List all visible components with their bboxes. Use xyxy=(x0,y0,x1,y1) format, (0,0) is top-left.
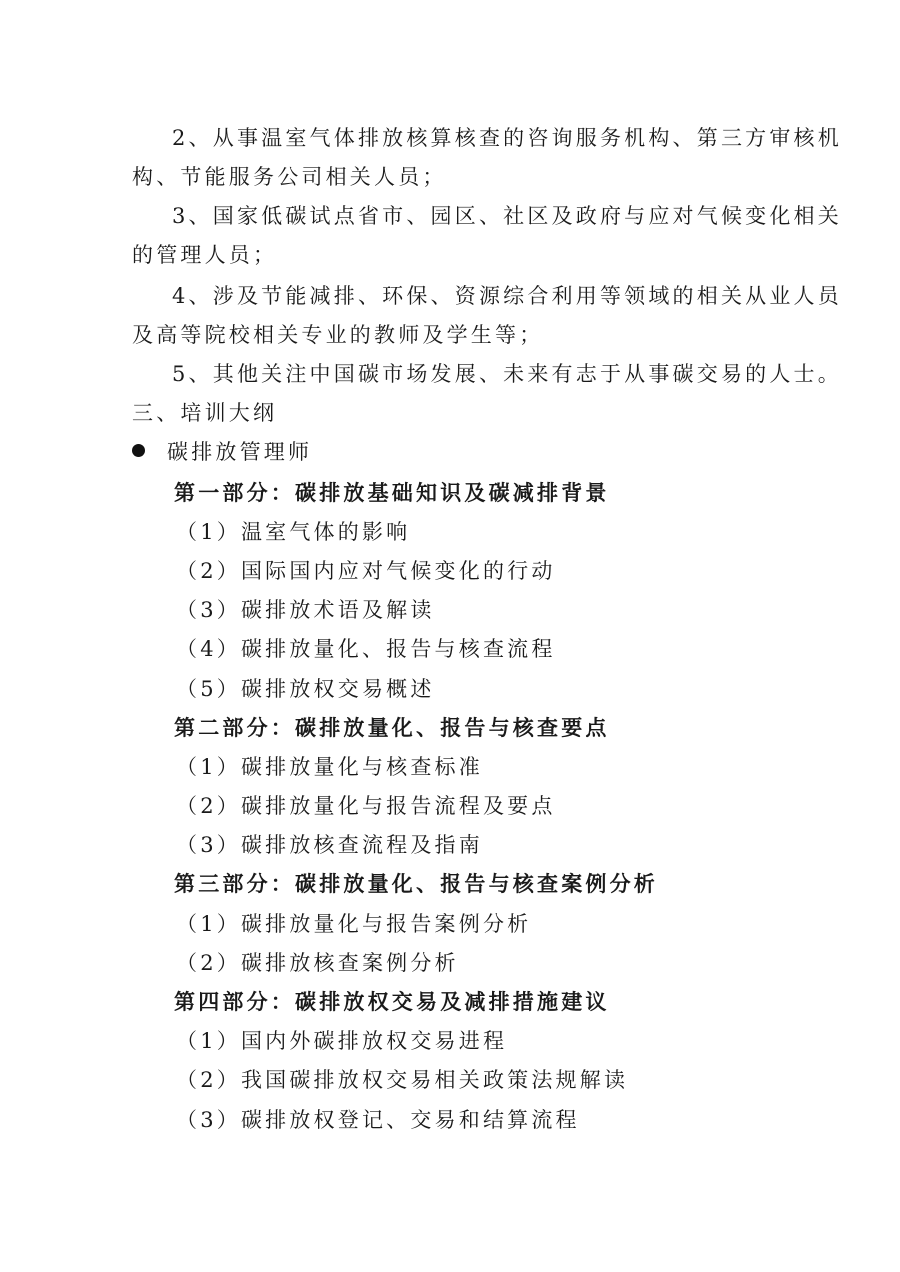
track-bullet-row xyxy=(132,437,312,467)
part-4-item-1: （1）国内外碳排放权交易进程 xyxy=(176,1029,508,1053)
part-4-title: 第四部分：碳排放权交易及减排措施建议 xyxy=(174,989,610,1014)
part-2-item-1: （1）碳排放量化与核查标准 xyxy=(176,755,483,779)
part-1-item-1: （1）温室气体的影响 xyxy=(176,520,411,544)
part-1-item-4: （4）碳排放量化、报告与核查流程 xyxy=(176,637,556,661)
audience-item-2-line-1: 2、从事温室气体排放核算核查的咨询服务机构、第三方审核机 xyxy=(172,126,842,150)
part-1-item-3: （3）碳排放术语及解读 xyxy=(176,598,435,622)
part-2-item-2: （2）碳排放量化与报告流程及要点 xyxy=(176,794,556,818)
part-3-title: 第三部分：碳排放量化、报告与核查案例分析 xyxy=(174,871,658,896)
section-heading-syllabus: 三、培训大纲 xyxy=(132,401,278,425)
part-1-item-5: （5）碳排放权交易概述 xyxy=(176,677,435,701)
part-4-item-2: （2）我国碳排放权交易相关政策法规解读 xyxy=(176,1068,629,1092)
track-title: 碳排放管理师 xyxy=(167,440,313,464)
audience-item-2-line-2: 构、节能服务公司相关人员； xyxy=(132,165,447,189)
audience-item-4-line-2: 及高等院校相关专业的教师及学生等； xyxy=(132,323,544,347)
part-3-item-2: （2）碳排放核查案例分析 xyxy=(176,951,459,975)
part-3-item-1: （1）碳排放量化与报告案例分析 xyxy=(176,912,532,936)
part-2-title: 第二部分：碳排放量化、报告与核查要点 xyxy=(174,715,610,740)
part-1-title: 第一部分：碳排放基础知识及碳减排背景 xyxy=(174,480,610,505)
part-2-item-3: （3）碳排放核查流程及指南 xyxy=(176,833,483,857)
audience-item-5-line-1: 5、其他关注中国碳市场发展、未来有志于从事碳交易的人士。 xyxy=(172,362,842,386)
part-1-item-2: （2）国际国内应对气候变化的行动 xyxy=(176,559,556,583)
audience-item-4-line-1: 4、涉及节能减排、环保、资源综合利用等领域的相关从业人员 xyxy=(172,284,842,308)
audience-item-3-line-1: 3、国家低碳试点省市、园区、社区及政府与应对气候变化相关 xyxy=(172,204,842,228)
audience-item-3-line-2: 的管理人员； xyxy=(132,243,278,267)
bullet-dot-icon xyxy=(132,444,145,457)
part-4-item-3: （3）碳排放权登记、交易和结算流程 xyxy=(176,1108,580,1132)
